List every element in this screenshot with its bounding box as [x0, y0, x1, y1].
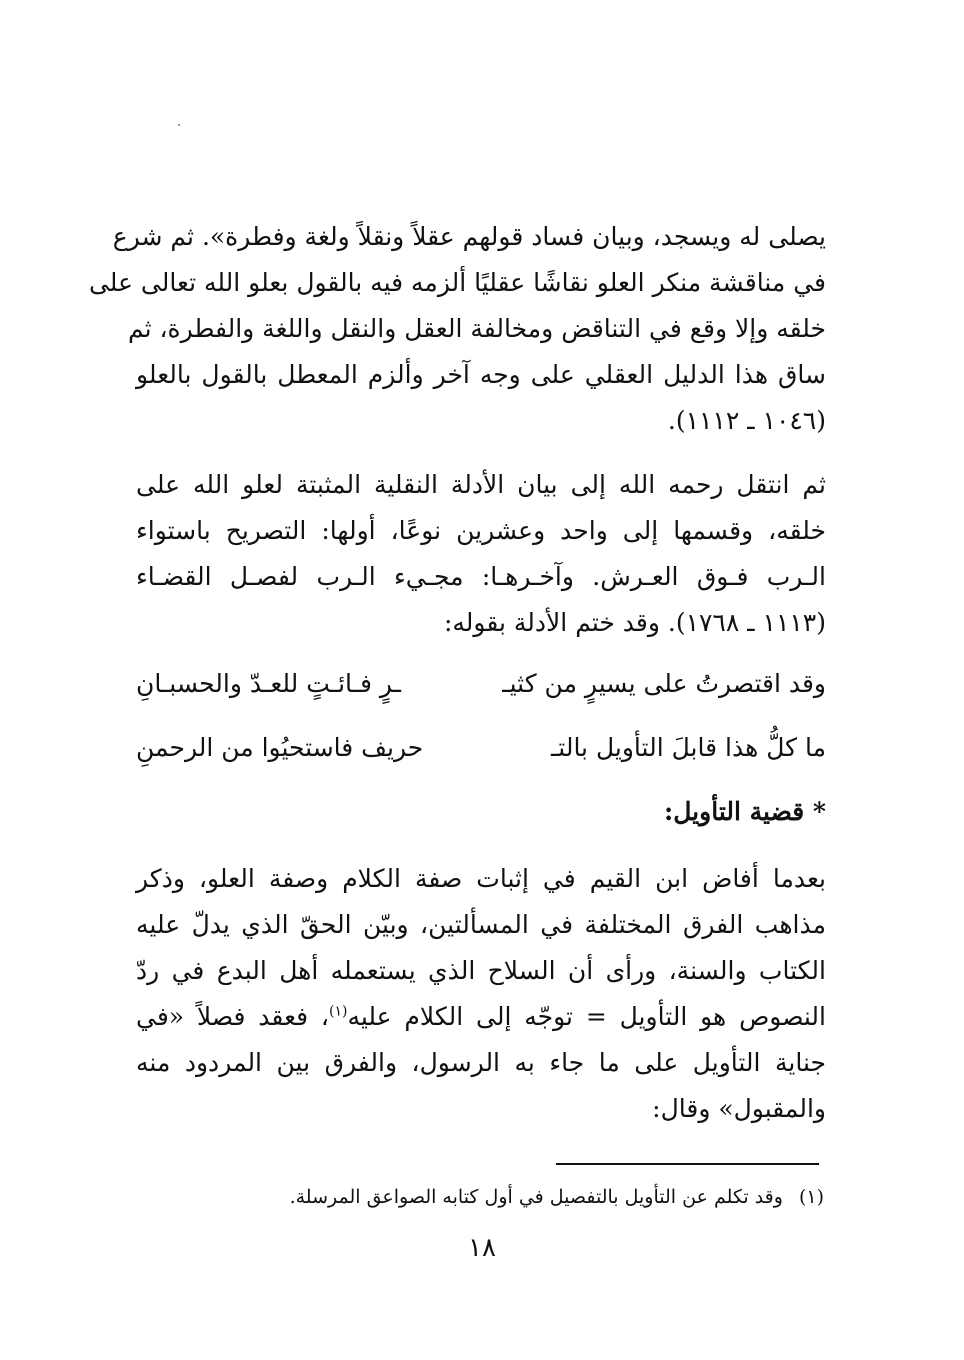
paragraph-line: في مناقشة منكر العلو نقاشًا عقليًا ألزمه فيه بالقول بعلو الله تعالى على	[88, 268, 826, 297]
footnote	[290, 1180, 824, 1214]
paragraph-line: مذاهب الفرق المختلفة في المسألتين، وبيّن الحقّ الذي يدلّ عليه	[136, 910, 826, 939]
page-number: ١٨	[468, 1233, 496, 1263]
paragraph-line: الـرب فـوق العـرش. وآخـرهـا: مجـيء الـرب لفصـل القضـاء	[136, 562, 826, 591]
paragraph-line: والمقبول» وقال:	[652, 1094, 826, 1123]
paragraph-line: ثم انتقل رحمه الله إلى بيان الأدلة النقلية المثبتة لعلو الله على	[136, 470, 826, 499]
line-text-tail: ، فعقد فصلاً «في	[136, 1002, 329, 1031]
footnote-marker[interactable]: (١)	[328, 1003, 348, 1020]
paragraph-2	[136, 462, 826, 646]
paragraph-3	[136, 856, 826, 1132]
footnote-separator	[556, 1163, 819, 1165]
footnote-text: وقد تكلم عن التأويل بالتفصيل في أول كتابه الصواعق المرسلة.	[289, 1186, 783, 1208]
line-text: النصوص هو التأويل = توجّه إلى الكلام عليه	[347, 1002, 826, 1031]
verse-second-hemistich: حريف فاستحيُوا من الرحمنِ	[136, 733, 424, 762]
section-heading: * قضية التأويل:	[664, 797, 826, 826]
scan-speck	[178, 124, 180, 126]
paragraph-line: (١٠٤٦ ـ ١١١٢).	[667, 406, 826, 435]
paragraph-line: الكتاب والسنة، ورأى أن السلاح الذي يستعمله أهل البدع في ردّ	[136, 956, 826, 985]
footnote-number: (١)	[798, 1186, 824, 1208]
paragraph-line: خلقه وإلا وقع في التناقض ومخالفة العقل والنقل واللغة والفطرة، ثم	[127, 314, 826, 343]
paragraph-line: بعدما أفاض ابن القيم في إثبات صفة الكلام وصفة العلو، وذكر	[136, 864, 826, 893]
paragraph-line: خلقه، وقسمها إلى واحد وعشرين نوعًا، أولها: التصريح باستواء	[136, 516, 826, 545]
poem-verse-1	[136, 664, 826, 704]
verse-first-hemistich: وقد اقتصرتُ على يسيرٍ من كثيـ	[502, 669, 826, 698]
paragraph-line: جناية التأويل على ما جاء به الرسول، والفرق بين المردود منه	[136, 1048, 826, 1077]
verse-second-hemistich: ـرٍ فـائـتٍ للعـدّ والحسبـانِ	[136, 669, 402, 698]
paragraph-line: (١١١٣ ـ ١٧٦٨). وقد ختم الأدلة بقوله:	[443, 608, 826, 637]
verse-first-hemistich: ما كلُّ هذا قابلَ التأويل بالتـ	[550, 733, 826, 762]
poem-verse-2	[136, 728, 826, 768]
paragraph-1	[88, 214, 826, 444]
paragraph-line: ساق هذا الدليل العقلي على وجه آخر وألزم المعطل بالقول بالعلو	[136, 360, 826, 389]
paragraph-line: يصلى له ويسجد، وبيان فساد قولهم عقلاً ونقلاً ولغة وفطرة». ثم شرع	[112, 222, 826, 251]
paragraph-line-with-footnote	[136, 994, 826, 1040]
